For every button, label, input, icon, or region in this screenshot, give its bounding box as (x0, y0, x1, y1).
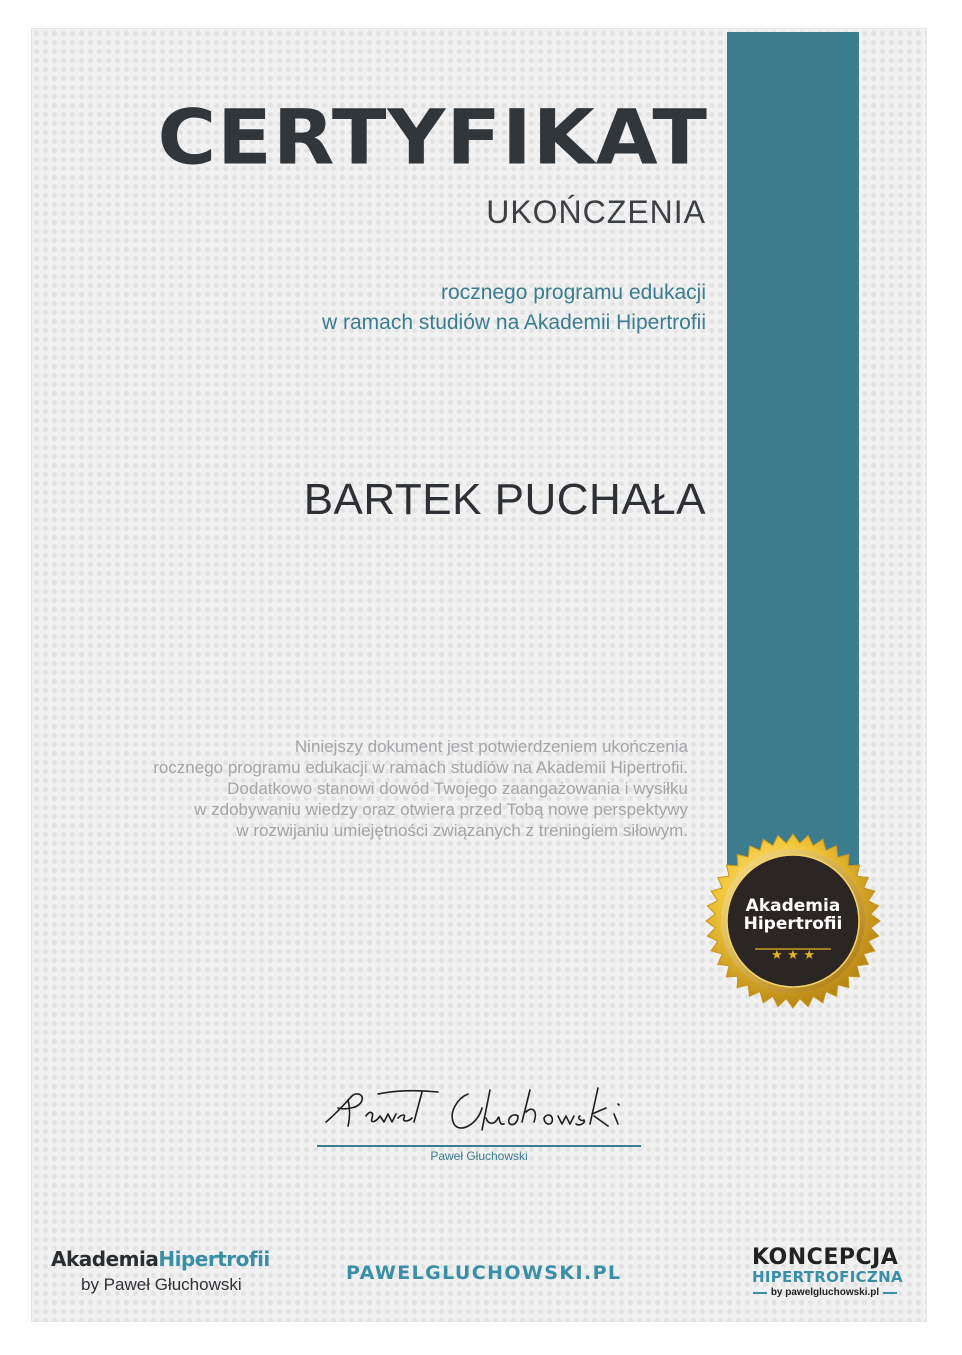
signature-line (317, 1145, 641, 1147)
brand-byline: by Paweł Głuchowski (81, 1275, 242, 1294)
seal-text (705, 897, 881, 965)
brand-part-1: Akademia (51, 1247, 159, 1271)
handwritten-signature (318, 1078, 643, 1138)
recipient-name: BARTEK PUCHAŁA (303, 475, 706, 524)
seal-line-2: Hipertrofii (743, 914, 843, 934)
dash-right (883, 1292, 897, 1294)
certificate-description (48, 736, 688, 841)
signatory-name: Paweł Głuchowski (430, 1149, 528, 1163)
akademia-wordmark (51, 1249, 270, 1269)
description-line: Dodatkowo stanowi dowód Twojego zaangażowania i wysiłku (227, 779, 688, 798)
seal-line-1: Akademia (745, 896, 841, 916)
program-description (322, 278, 706, 338)
koncepcja-byline (752, 1287, 898, 1298)
side-ribbon (727, 32, 859, 867)
program-line-1: rocznego programu edukacji (441, 281, 706, 304)
description-line: w zdobywaniu wiedzy oraz otwiera przed Tobą nowe perspektywy (194, 800, 688, 819)
akademia-logo (51, 1249, 270, 1295)
brand-part-2: Hipertrofii (158, 1247, 270, 1271)
koncepcja-logo (752, 1245, 903, 1298)
website-url: PAWELGLUCHOWSKI.PL (346, 1262, 622, 1284)
akademia-seal (705, 833, 881, 1009)
certificate-subtitle: UKOŃCZENIA (486, 194, 706, 230)
dash-left (753, 1292, 767, 1294)
description-line: rocznego programu edukacji w ramach studiów na Akademii Hipertrofii. (153, 758, 688, 777)
program-line-2: w ramach studiów na Akademii Hipertrofii (322, 311, 706, 334)
koncepcja-line-2: HIPERTROFICZNA (752, 1268, 903, 1286)
koncepcja-byline-text: by pawelgluchowski.pl (770, 1287, 880, 1298)
seal-stars: ★ ★ ★ (770, 948, 815, 963)
description-line: Niniejszy dokument jest potwierdzeniem ukończenia (294, 737, 688, 756)
koncepcja-line-1: KONCEPCJA (752, 1245, 899, 1270)
certificate-title: CERTYFIKAT (157, 93, 708, 182)
description-line: w rozwijaniu umiejętności związanych z treningiem siłowym. (236, 821, 688, 840)
